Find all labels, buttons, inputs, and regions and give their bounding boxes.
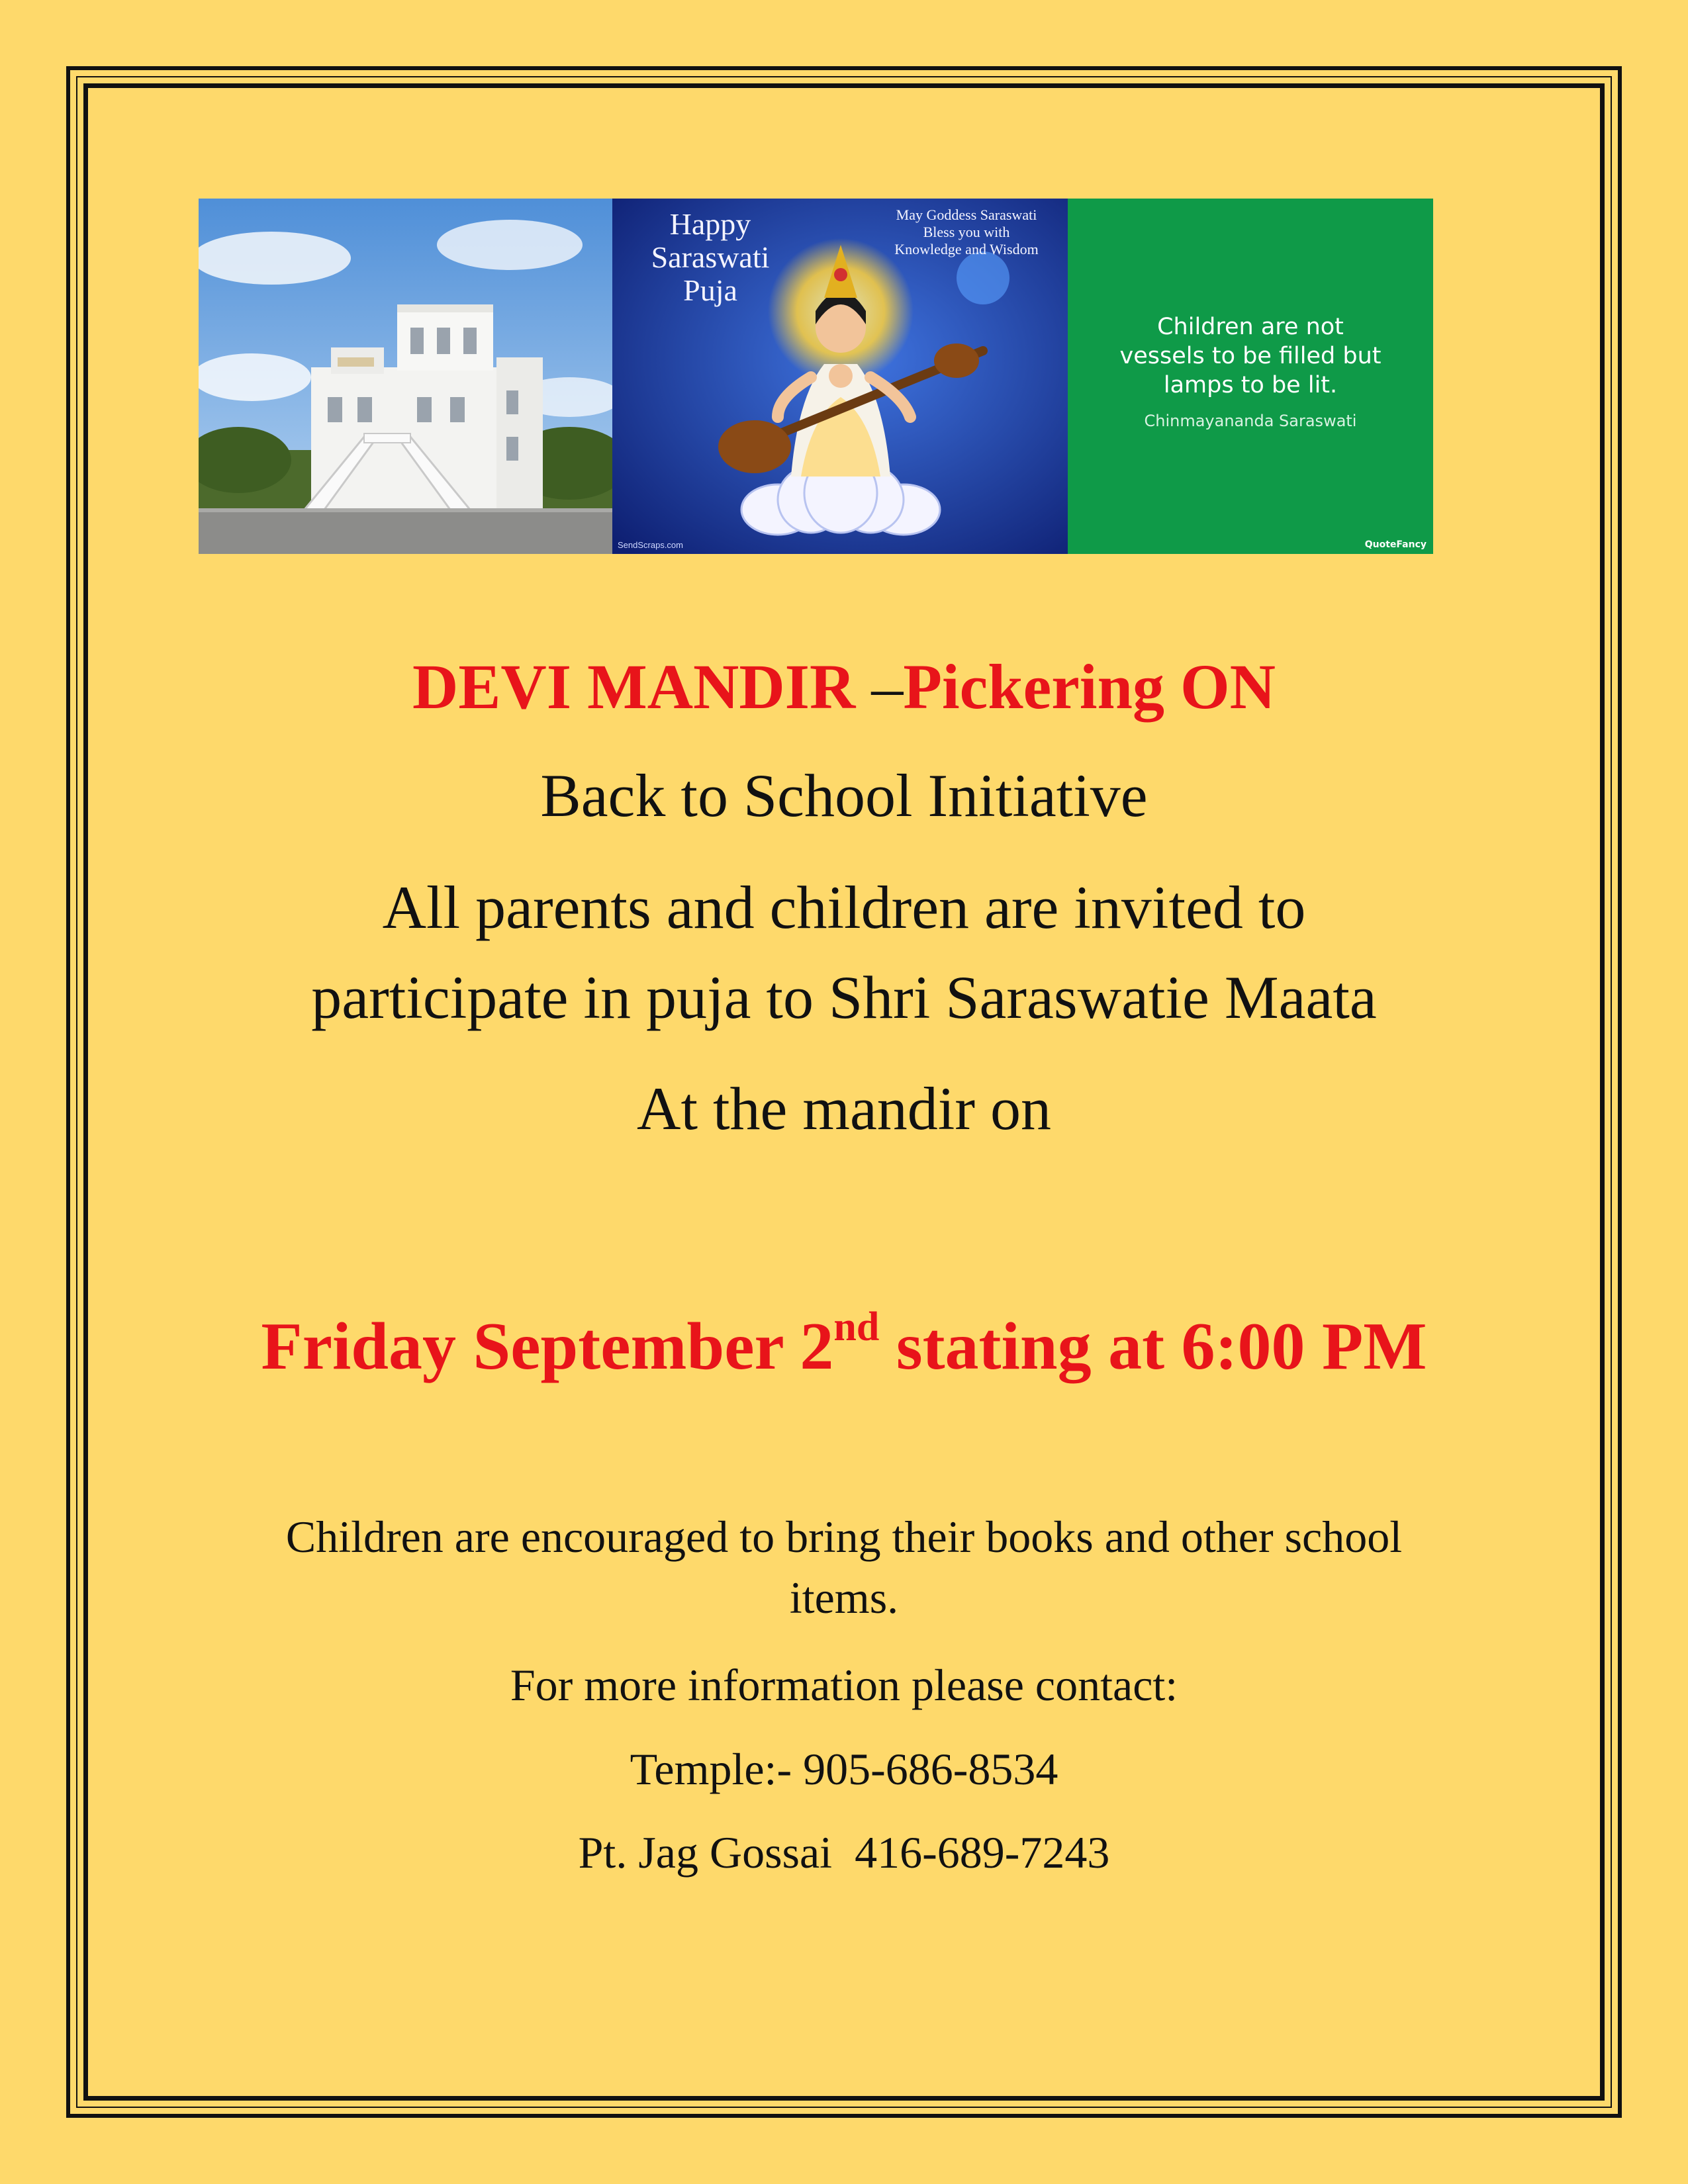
quote-credit: QuoteFancy	[1364, 539, 1427, 550]
event-time: stating at 6:00 PM	[879, 1309, 1427, 1384]
title-location: Pickering ON	[903, 651, 1276, 722]
invite-line-3: At the mandir on	[637, 1075, 1051, 1142]
puja-blessing-line-2: Bless you with	[923, 224, 1010, 240]
quote-line-3: lamps to be lit.	[1163, 372, 1338, 398]
contact-heading: For more information please contact:	[510, 1660, 1178, 1710]
puja-heading-line-2: Saraswati	[651, 240, 770, 274]
puja-blessing-line-3: Knowledge and Wisdom	[894, 241, 1039, 257]
puja-heading-line-1: Happy	[669, 207, 751, 241]
puja-blessing	[870, 206, 1062, 258]
puja-heading	[624, 208, 796, 307]
flyer-title	[0, 647, 1688, 727]
contact-person-phone: Pt. Jag Gossai 416-689-7243	[578, 1827, 1110, 1878]
note-line-1: Children are encouraged to bring their books and other school	[285, 1512, 1403, 1562]
flyer-subtitle: Back to School Initiative	[540, 762, 1148, 829]
puja-blessing-line-1: May Goddess Saraswati	[896, 206, 1037, 223]
puja-heading-line-3: Puja	[683, 273, 737, 307]
quote-card	[1068, 199, 1433, 554]
invite-line-1: All parents and children are invited to	[382, 874, 1306, 941]
quote-line-2: vessels to be filled but	[1119, 343, 1382, 369]
saraswati-puja-image	[612, 199, 1068, 554]
invite-line-2: participate in puja to Shri Saraswatie Maata	[311, 964, 1377, 1031]
puja-image-credit: SendScraps.com	[618, 540, 683, 550]
title-temple-name: DEVI MANDIR	[412, 651, 872, 722]
quote-line-1: Children are not	[1157, 314, 1344, 340]
banner-image-strip	[199, 199, 1433, 554]
contact-temple-phone: Temple:- 905-686-8534	[630, 1744, 1058, 1794]
temple-photo	[199, 199, 612, 554]
event-date-line	[0, 1289, 1688, 1390]
event-date: Friday September 2	[261, 1309, 834, 1384]
event-date-suffix: nd	[833, 1304, 880, 1349]
title-dash: –	[871, 651, 904, 722]
temple-illustration	[199, 199, 612, 554]
note-line-2: items.	[789, 1572, 899, 1623]
quote-text	[1068, 312, 1433, 400]
quote-author: Chinmayananda Saraswati	[1144, 412, 1357, 430]
